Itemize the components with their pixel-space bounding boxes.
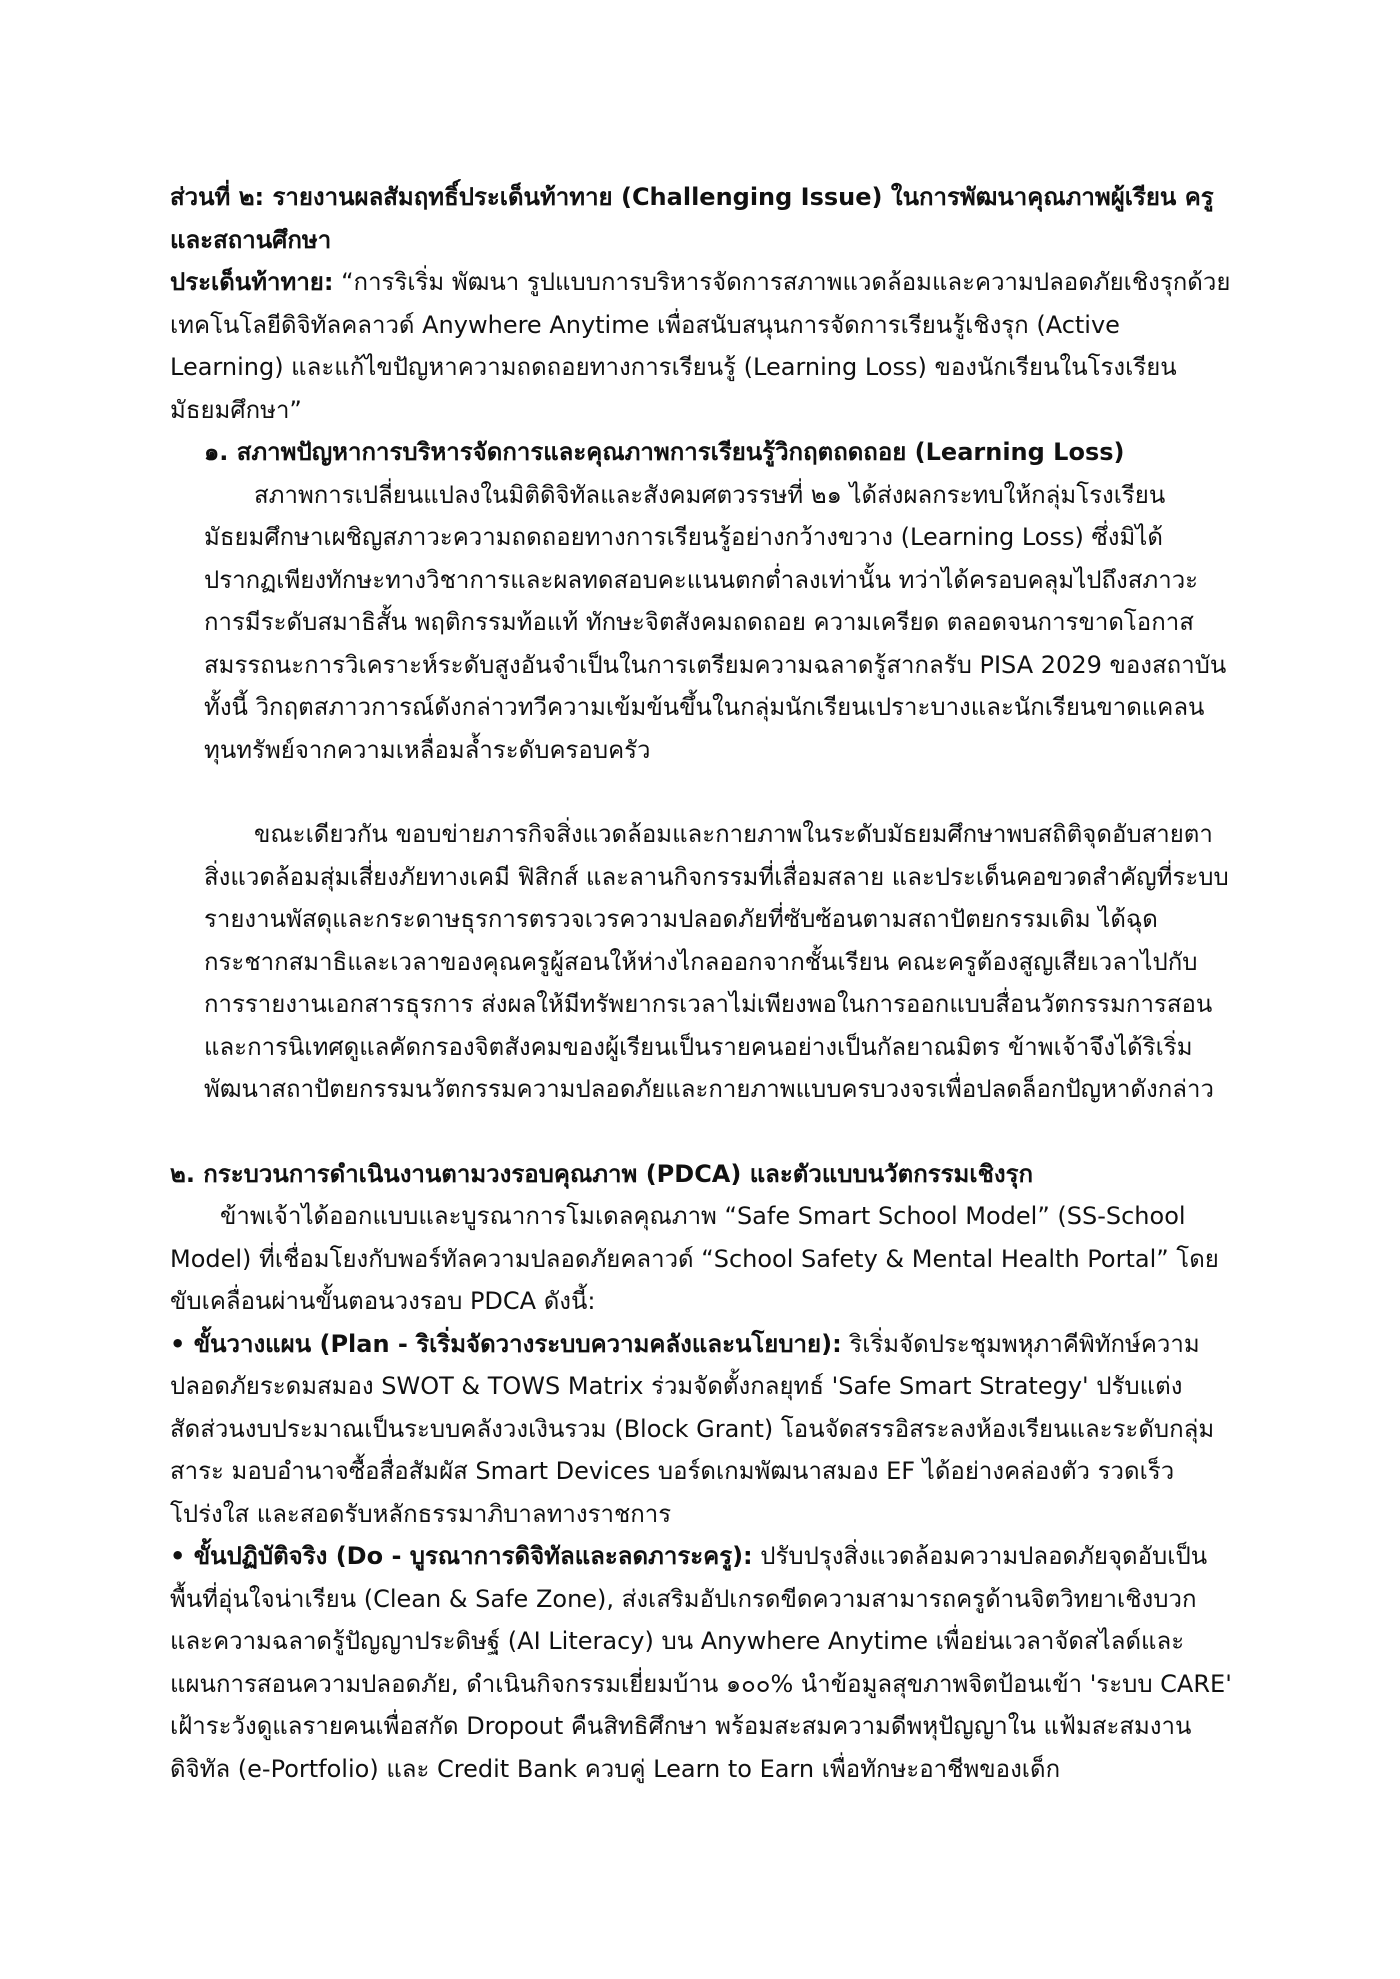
- plan-step: [170, 1323, 1232, 1536]
- challenge-statement: [170, 261, 1232, 431]
- section-2-intro: ข้าพเจ้าได้ออกแบบและบูรณาการโมเดลคุณภาพ “Safe Smart School Model” (SS-School Model) ที่เชื่อมโยงกับพอร์ทัลความปลอดภัยคลาวด์ “School Safety & Mental Health Portal” โดยขับเคลื่อนผ่านขั้นตอนวงรอบ PDCA ดังนี้:: [170, 1202, 1219, 1315]
- section-2-heading: ๒. กระบวนการดำเนินงานตามวงรอบคุณภาพ (PDCA) และตัวแบบนวัตกรรมเชิงรุก: [170, 1159, 1034, 1188]
- do-step: [170, 1535, 1232, 1790]
- challenge-text: “การริเริ่ม พัฒนา รูปแบบการบริหารจัดการสภาพแวดล้อมและความปลอดภัยเชิงรุกด้วยเทคโนโลยีดิจิทัลคลาวด์ Anywhere Anytime เพื่อสนับสนุนการจัดการเรียนรู้เชิงรุก (Active Learning) และแก้ไขปัญหาความถดถอยทางการเรียนรู้ (Learning Loss) ของนักเรียนในโรงเรียนมัธยมศึกษา”: [170, 268, 1231, 424]
- plan-step-text: ริเริ่มจัดประชุมพหุภาคีพิทักษ์ความปลอดภัยระดมสมอง SWOT & TOWS Matrix ร่วมจัดตั้งกลยุทธ์ 'Safe Smart Strategy' ปรับแต่งสัดส่วนงบประมาณเป็นระบบคลังวงเงินรวม (Block Grant) โอนจัดสรรอิสระลงห้องเรียนและระดับกลุ่มสาระ มอบอำนาจซื้อสื่อสัมผัส Smart Devices บอร์ดเกมพัฒนาสมอง EF ได้อย่างคล่องตัว รวดเร็ว โปร่งใส และสอดรับหลักธรรมาภิบาลทางราชการ: [170, 1329, 1215, 1528]
- do-step-label: • ขั้นปฏิบัติจริง (Do - บูรณาการดิจิทัลและลดภาระครู):: [170, 1542, 753, 1570]
- section-1: [170, 431, 1232, 1111]
- section-1-paragraph-1: สภาพการเปลี่ยนแปลงในมิติดิจิทัลและสังคมศตวรรษที่ ๒๑ ได้ส่งผลกระทบให้กลุ่มโรงเรียนมัธยมศึกษาเผชิญสภาวะความถดถอยทางการเรียนรู้อย่างกว้างขวาง (Learning Loss) ซึ่งมิได้ปรากฏเพียงทักษะทางวิชาการและผลทดสอบคะแนนตกต่ำลงเท่านั้น ทว่าได้ครอบคลุมไปถึงสภาวะการมีระดับสมาธิสั้น พฤติกรรมท้อแท้ ทักษะจิตสังคมถดถอย ความเครียด ตลอดจนการขาดโอกาสสมรรถนะการวิเคราะห์ระดับสูงอันจำเป็นในการเตรียมความฉลาดรู้สากลรับ PISA 2029 ของสถาบัน ทั้งนี้ วิกฤตสภาวการณ์ดังกล่าวทวีความเข้มข้นขึ้นในกลุ่มนักเรียนเปราะบางและนักเรียนขาดแคลนทุนทรัพย์จากความเหลื่อมล้ำระดับครอบครัว: [204, 480, 1227, 764]
- document-content: [170, 176, 1232, 1790]
- do-step-text: ปรับปรุงสิ่งแวดล้อมความปลอดภัยจุดอับเป็นพื้นที่อุ่นใจน่าเรียน (Clean & Safe Zone), ส่งเสริมอัปเกรดขีดความสามารถครูด้านจิตวิทยาเชิงบวกและความฉลาดรู้ปัญญาประดิษฐ์ (AI Literacy) บน Anywhere Anytime เพื่อย่นเวลาจัดสไลด์และแผนการสอนความปลอดภัย, ดำเนินกิจกรรมเยี่ยมบ้าน ๑๐๐% นำข้อมูลสุขภาพจิตป้อนเข้า 'ระบบ CARE' เฝ้าระวังดูแลรายคนเพื่อสกัด Dropout คืนสิทธิศึกษา พร้อมสะสมความดีพหุปัญญาใน แฟ้มสะสมงานดิจิทัล (e-Portfolio) และ Credit Bank ควบคู่ Learn to Earn เพื่อทักษะอาชีพของเด็ก: [170, 1542, 1232, 1783]
- section-2: [170, 1153, 1232, 1791]
- paragraph-spacer: [204, 771, 1232, 813]
- section-1-paragraph-2: ขณะเดียวกัน ขอบข่ายภารกิจสิ่งแวดล้อมและกายภาพในระดับมัธยมศึกษาพบสถิติจุดอับสายตาสิ่งแวดล้อมสุ่มเสี่ยงภัยทางเคมี ฟิสิกส์ และลานกิจกรรมที่เสื่อมสลาย และประเด็นคอขวดสำคัญที่ระบบรายงานพัสดุและกระดาษธุรการตรวจเวรความปลอดภัยที่ซับซ้อนตามสถาปัตยกรรมเดิม ได้ฉุดกระชากสมาธิและเวลาของคุณครูผู้สอนให้ห่างไกลออกจากชั้นเรียน คณะครูต้องสูญเสียเวลาไปกับการรายงานเอกสารธุรการ ส่งผลให้มีทรัพยากรเวลาไม่เพียงพอในการออกแบบสื่อนวัตกรรมการสอน และการนิเทศดูแลคัดกรองจิตสังคมของผู้เรียนเป็นรายคนอย่างเป็นกัลยาณมิตร ข้าพเจ้าจึงได้ริเริ่มพัฒนาสถาปัตยกรรมนวัตกรรมความปลอดภัยและกายภาพแบบครบวงจรเพื่อปลดล็อกปัญหาดังกล่าว: [204, 820, 1229, 1103]
- challenge-label: ประเด็นท้าทาย:: [170, 268, 334, 296]
- part-title: ส่วนที่ ๒: รายงานผลสัมฤทธิ์ประเด็นท้าทาย (Challenging Issue) ในการพัฒนาคุณภาพผู้เรียน ครู และสถานศึกษา: [170, 183, 1214, 254]
- section-1-heading: ๑. สภาพปัญหาการบริหารจัดการและคุณภาพการเรียนรู้วิกฤตถดถอย (Learning Loss): [204, 438, 1125, 466]
- section-spacer: [170, 1111, 1232, 1153]
- plan-step-label: • ขั้นวางแผน (Plan - ริเริ่มจัดวางระบบความคลังและนโยบาย):: [170, 1329, 842, 1358]
